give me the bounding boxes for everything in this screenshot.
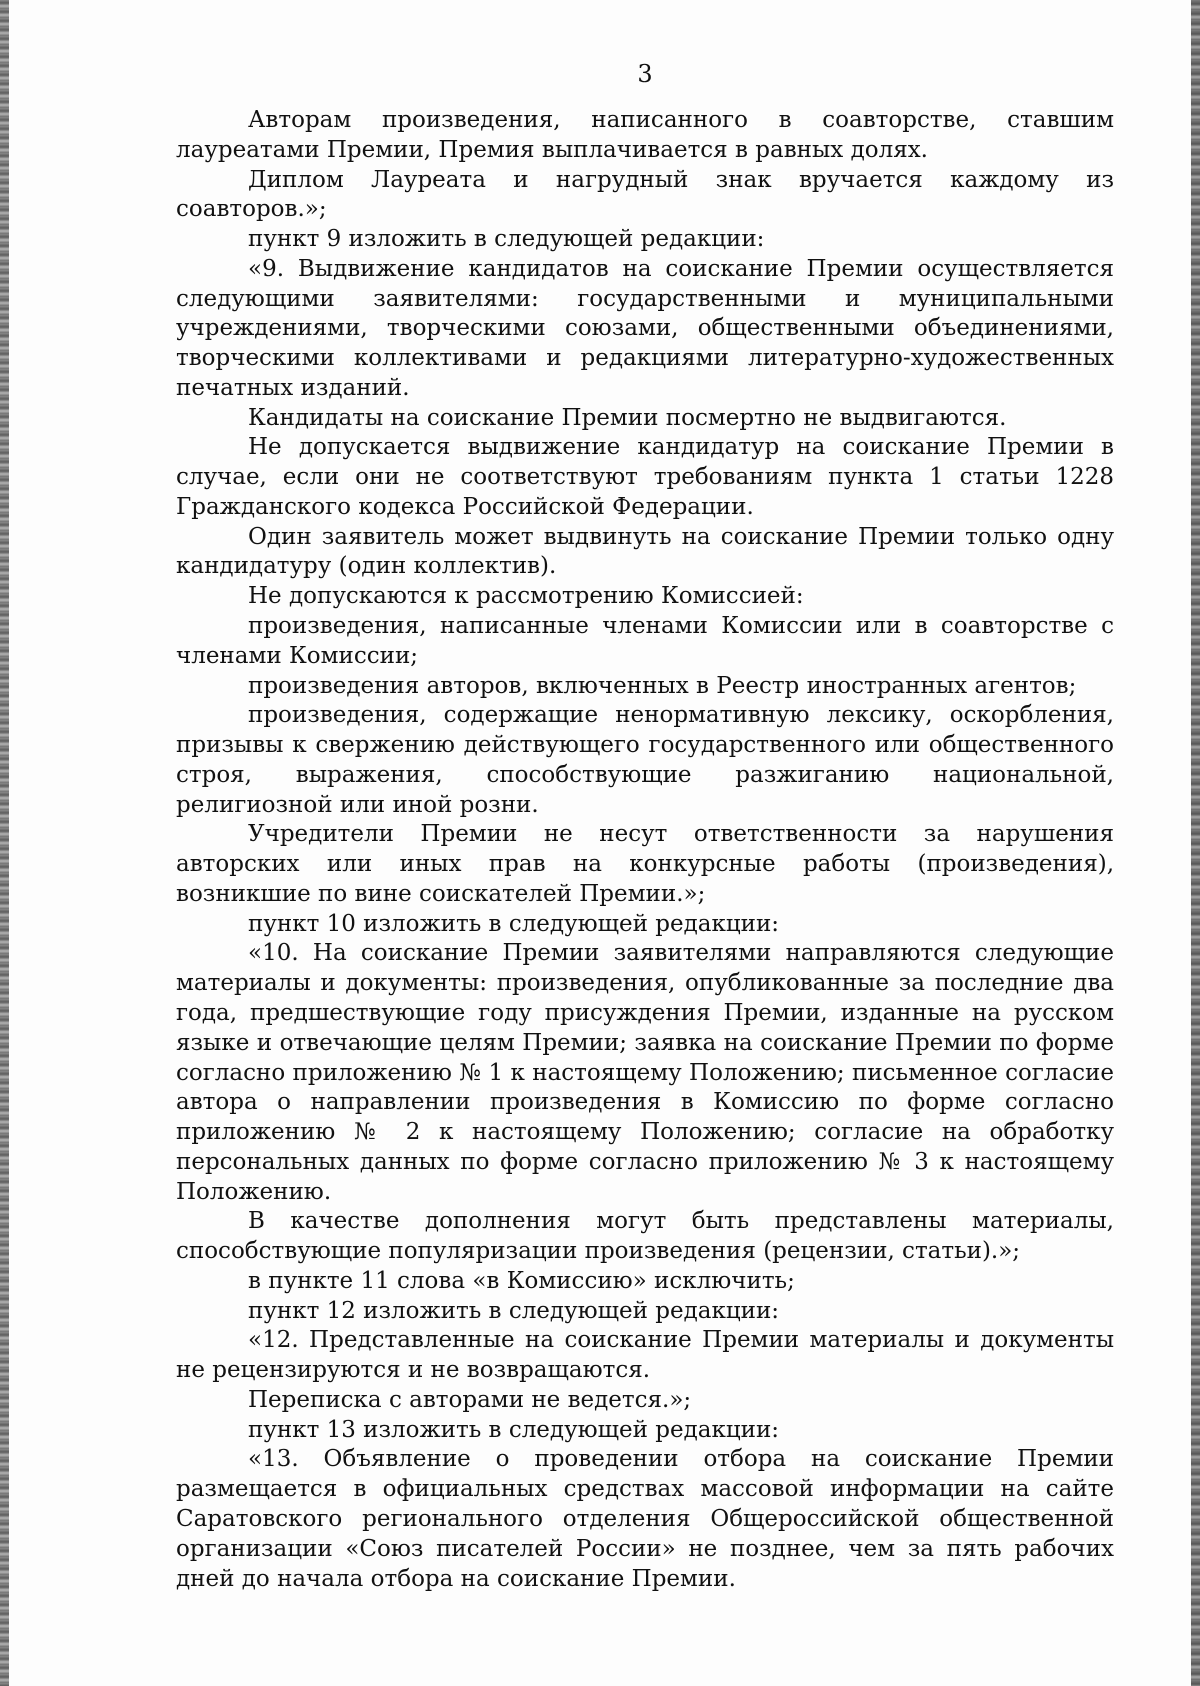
paragraph: Не допускается выдвижение кандидатур на соискание Премии в случае, если они не соответствуют требованиям пункта 1 статьи 1228 Гражданского кодекса Российской Федерации. xyxy=(176,434,1114,520)
paragraph: в пункте 11 слова «в Комиссию» исключить; xyxy=(248,1267,795,1294)
paragraph: пункт 9 изложить в следующей редакции: xyxy=(248,226,765,253)
paragraph: Диплом Лауреата и нагрудный знак вручается каждому из соавторов.»; xyxy=(176,166,1114,223)
paragraph: Учредители Премии не несут ответственности за нарушения авторских или иных прав на конкурсные работы (произведения), возникшие по вине соискателей Премии.»; xyxy=(176,821,1114,907)
paragraph: «13. Объявление о проведении отбора на соискание Премии размещается в официальных средствах массовой информации на сайте Саратовского регионального отделения Общероссийской общественной организации «Союз писателей России» не позднее, чем за пять рабочих дней до начала отбора на соискание Премии. xyxy=(176,1446,1114,1592)
paragraph: Один заявитель может выдвинуть на соискание Премии только одну кандидатуру (один коллектив). xyxy=(176,523,1114,580)
paragraph: Кандидаты на соискание Премии посмертно не выдвигаются. xyxy=(248,404,1007,431)
paragraph: произведения, содержащие ненормативную лексику, оскорбления, призывы к свержению действующего государственного или общественного строя, выражения, способствующие разжиганию национальной, религиозной или иной розни. xyxy=(176,702,1114,818)
paragraph: Переписка с авторами не ведется.»; xyxy=(248,1386,692,1413)
scan-edge-right xyxy=(1191,0,1200,1686)
scan-edge-left xyxy=(0,0,9,1686)
paragraph: В качестве дополнения могут быть представлены материалы, способствующие популяризации произведения (рецензии, статьи).»; xyxy=(176,1208,1114,1265)
paragraph: «9. Выдвижение кандидатов на соискание Премии осуществляется следующими заявителями: государственными и муниципальными учреждениями, творческими союзами, общественными объединениями, творческими коллективами и редакциями литературно-художественных печатных изданий. xyxy=(176,255,1114,401)
paragraph: пункт 10 изложить в следующей редакции: xyxy=(248,910,780,937)
paragraph: Не допускаются к рассмотрению Комиссией: xyxy=(248,583,804,610)
paragraph: пункт 13 изложить в следующей редакции: xyxy=(248,1416,780,1443)
page-number: 3 xyxy=(637,60,653,88)
document-body xyxy=(176,106,1114,1594)
paragraph: пункт 12 изложить в следующей редакции: xyxy=(248,1297,780,1324)
paragraph: «10. На соискание Премии заявителями направляются следующие материалы и документы: произведения, опубликованные за последние два года, предшествующие году присуждения Премии, изданные на русском языке и отвечающие целям Премии; заявка на соискание Премии по форме согласно приложению № 1 к настоящему Положению; письменное согласие автора о направлении произведения в Комиссию по форме согласно приложению № 2 к настоящему Положению; согласие на обработку персональных данных по форме согласно приложению № 3 к настоящему Положению. xyxy=(176,940,1114,1205)
paragraph: произведения, написанные членами Комиссии или в соавторстве с членами Комиссии; xyxy=(176,613,1114,669)
paragraph: произведения авторов, включенных в Реестр иностранных агентов; xyxy=(248,672,1077,699)
paragraph: Авторам произведения, написанного в соавторстве, ставшим лауреатами Премии, Премия выплачивается в равных долях. xyxy=(176,107,1114,163)
paragraph: «12. Представленные на соискание Премии материалы и документы не рецензируются и не возвращаются. xyxy=(176,1327,1114,1384)
